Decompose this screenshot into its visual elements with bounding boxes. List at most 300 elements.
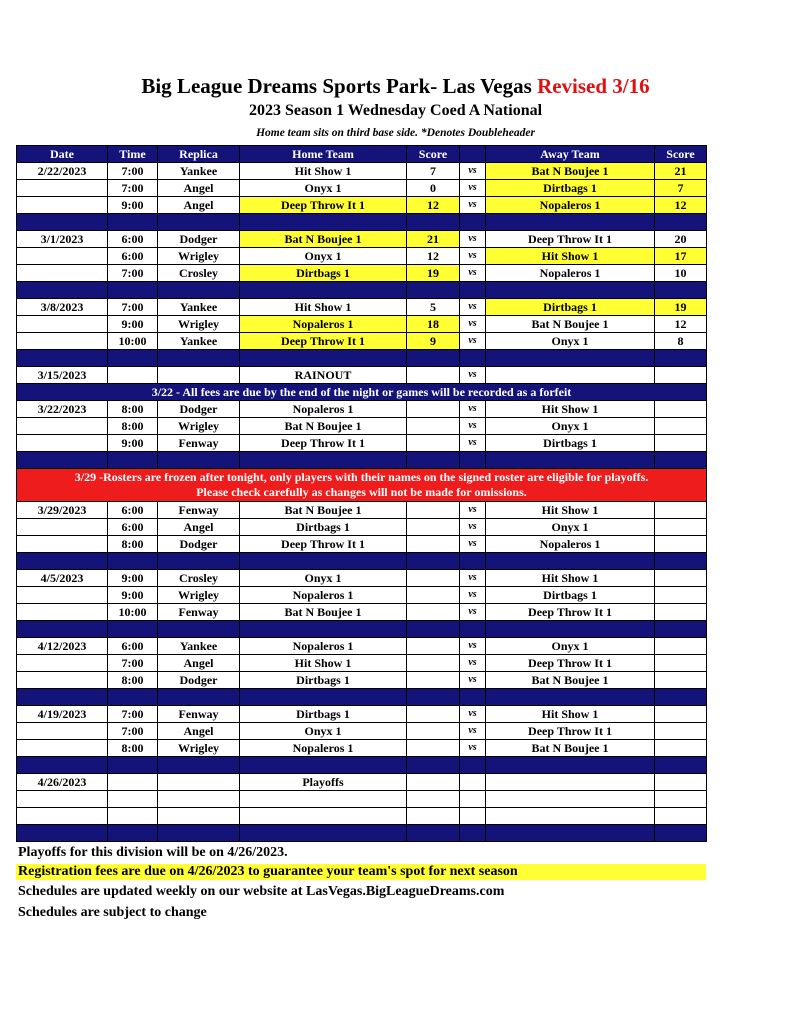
home-team-cell: Deep Throw It 1 [240, 536, 407, 553]
col-away-team: Away Team [486, 146, 655, 163]
separator-cell [486, 350, 655, 367]
page-subtitle: 2023 Season 1 Wednesday Coed A National [248, 102, 543, 119]
separator-cell [486, 452, 655, 469]
date-cell [17, 587, 108, 604]
home-team-cell: Dirtbags 1 [240, 706, 407, 723]
separator-cell [655, 214, 707, 231]
away-team-cell: Dirtbags 1 [486, 435, 655, 452]
away-team-cell: Nopaleros 1 [486, 265, 655, 282]
away-team-cell: Hit Show 1 [486, 706, 655, 723]
date-cell: 3/1/2023 [17, 231, 108, 248]
replica-cell: Angel [158, 197, 240, 214]
away-team-cell [486, 774, 655, 791]
game-row [17, 536, 707, 553]
home-score-cell [407, 740, 460, 757]
away-score-cell [655, 502, 707, 519]
away-team-cell [486, 367, 655, 384]
separator-cell [240, 452, 407, 469]
replica-cell: Angel [158, 723, 240, 740]
away-score-cell: 19 [655, 299, 707, 316]
time-cell: 6:00 [108, 502, 158, 519]
separator-cell [158, 689, 240, 706]
vs-cell [460, 774, 486, 791]
col-home-score: Score [407, 146, 460, 163]
replica-cell: Wrigley [158, 418, 240, 435]
away-score-cell [655, 367, 707, 384]
replica-cell: Fenway [158, 435, 240, 452]
separator-cell [460, 825, 486, 842]
home-team-cell: Hit Show 1 [240, 163, 407, 180]
vs-cell: vs [460, 435, 486, 452]
away-score-cell [655, 536, 707, 553]
game-row [17, 706, 707, 723]
col-vs [460, 146, 486, 163]
away-score-cell [655, 706, 707, 723]
away-score-cell [655, 808, 707, 825]
home-score-cell [407, 536, 460, 553]
time-cell: 6:00 [108, 519, 158, 536]
home-score-cell: 12 [407, 197, 460, 214]
game-row [17, 316, 707, 333]
separator-cell [655, 757, 707, 774]
date-cell [17, 536, 108, 553]
away-score-cell [655, 418, 707, 435]
home-team-cell: Onyx 1 [240, 723, 407, 740]
away-score-cell: 17 [655, 248, 707, 265]
away-team-cell: Bat N Boujee 1 [486, 740, 655, 757]
separator-cell [407, 757, 460, 774]
separator-cell [407, 553, 460, 570]
separator-cell [655, 553, 707, 570]
separator-row [17, 350, 707, 367]
date-cell [17, 265, 108, 282]
game-row [17, 367, 707, 384]
home-team-cell: Nopaleros 1 [240, 401, 407, 418]
separator-cell [407, 825, 460, 842]
home-score-cell [407, 435, 460, 452]
date-cell [17, 655, 108, 672]
home-team-cell: RAINOUT [240, 367, 407, 384]
replica-cell [158, 791, 240, 808]
replica-cell: Yankee [158, 299, 240, 316]
away-score-cell: 20 [655, 231, 707, 248]
home-score-cell: 18 [407, 316, 460, 333]
separator-cell [108, 621, 158, 638]
time-cell: 8:00 [108, 536, 158, 553]
separator-row [17, 282, 707, 299]
vs-cell: vs [460, 180, 486, 197]
away-score-cell [655, 723, 707, 740]
home-score-cell [407, 401, 460, 418]
separator-cell [240, 825, 407, 842]
vs-cell: vs [460, 401, 486, 418]
replica-cell: Yankee [158, 163, 240, 180]
separator-cell [486, 689, 655, 706]
replica-cell: Angel [158, 519, 240, 536]
separator-cell [17, 282, 108, 299]
replica-cell: Wrigley [158, 248, 240, 265]
home-team-cell: Onyx 1 [240, 248, 407, 265]
time-cell: 7:00 [108, 299, 158, 316]
away-team-cell: Dirtbags 1 [486, 180, 655, 197]
home-score-cell: 9 [407, 333, 460, 350]
away-score-cell [655, 672, 707, 689]
title-main: Big League Dreams Sports Park- Las Vegas [141, 74, 532, 98]
away-team-cell: Hit Show 1 [486, 248, 655, 265]
separator-cell [108, 350, 158, 367]
separator-cell [158, 282, 240, 299]
home-score-cell [407, 706, 460, 723]
replica-cell: Crosley [158, 265, 240, 282]
separator-cell [486, 214, 655, 231]
time-cell [108, 808, 158, 825]
game-row [17, 418, 707, 435]
vs-cell: vs [460, 418, 486, 435]
notice-message: 3/22 - All fees are due by the end of the night or games will be recorded as a forfeit [17, 384, 707, 401]
separator-cell [655, 350, 707, 367]
separator-cell [240, 553, 407, 570]
game-row [17, 231, 707, 248]
separator-row [17, 214, 707, 231]
game-row [17, 604, 707, 621]
vs-cell: vs [460, 333, 486, 350]
date-cell [17, 197, 108, 214]
col-away-score: Score [655, 146, 707, 163]
time-cell [108, 367, 158, 384]
away-score-cell: 7 [655, 180, 707, 197]
header-row [17, 146, 707, 163]
separator-cell [108, 757, 158, 774]
game-row [17, 655, 707, 672]
vs-cell [460, 808, 486, 825]
separator-cell [158, 621, 240, 638]
time-cell: 8:00 [108, 418, 158, 435]
footer-playoffs: Playoffs for this division will be on 4/26/2023. [18, 845, 288, 860]
away-team-cell: Dirtbags 1 [486, 587, 655, 604]
away-score-cell [655, 740, 707, 757]
separator-cell [17, 621, 108, 638]
vs-cell: vs [460, 367, 486, 384]
vs-cell: vs [460, 570, 486, 587]
date-cell: 4/5/2023 [17, 570, 108, 587]
home-team-cell: Bat N Boujee 1 [240, 604, 407, 621]
away-team-cell: Deep Throw It 1 [486, 655, 655, 672]
schedule-note: Home team sits on third base side. *Denotes Doubleheader [256, 127, 535, 139]
separator-cell [460, 214, 486, 231]
date-cell [17, 808, 108, 825]
separator-cell [240, 621, 407, 638]
schedule-table [16, 145, 707, 842]
separator-cell [460, 452, 486, 469]
replica-cell: Fenway [158, 604, 240, 621]
replica-cell: Wrigley [158, 316, 240, 333]
away-team-cell: Onyx 1 [486, 333, 655, 350]
separator-cell [17, 825, 108, 842]
separator-cell [17, 214, 108, 231]
vs-cell: vs [460, 655, 486, 672]
date-cell [17, 418, 108, 435]
time-cell: 7:00 [108, 163, 158, 180]
time-cell: 8:00 [108, 740, 158, 757]
away-score-cell [655, 791, 707, 808]
replica-cell: Wrigley [158, 740, 240, 757]
vs-cell: vs [460, 740, 486, 757]
separator-cell [460, 757, 486, 774]
time-cell: 7:00 [108, 706, 158, 723]
away-team-cell: Hit Show 1 [486, 401, 655, 418]
separator-row [17, 757, 707, 774]
separator-cell [460, 350, 486, 367]
schedule-body [17, 163, 707, 842]
time-cell: 7:00 [108, 180, 158, 197]
home-team-cell: Bat N Boujee 1 [240, 418, 407, 435]
separator-cell [407, 452, 460, 469]
page-title [0, 74, 791, 99]
game-row [17, 519, 707, 536]
replica-cell: Yankee [158, 333, 240, 350]
vs-cell: vs [460, 163, 486, 180]
game-row [17, 248, 707, 265]
replica-cell: Wrigley [158, 587, 240, 604]
replica-cell [158, 808, 240, 825]
home-team-cell: Onyx 1 [240, 180, 407, 197]
revised-label: Revised 3/16 [537, 74, 650, 98]
alert-line-2: Please check carefully as changes will not be made for omissions. [196, 485, 527, 499]
away-team-cell: Nopaleros 1 [486, 536, 655, 553]
game-row [17, 672, 707, 689]
separator-cell [17, 553, 108, 570]
separator-cell [108, 825, 158, 842]
home-score-cell: 5 [407, 299, 460, 316]
away-team-cell [486, 791, 655, 808]
vs-cell: vs [460, 248, 486, 265]
home-team-cell: Nopaleros 1 [240, 638, 407, 655]
home-team-cell: Hit Show 1 [240, 655, 407, 672]
game-row [17, 740, 707, 757]
home-team-cell: Playoffs [240, 774, 407, 791]
replica-cell: Dodger [158, 401, 240, 418]
separator-cell [655, 452, 707, 469]
away-team-cell: Deep Throw It 1 [486, 604, 655, 621]
game-row [17, 638, 707, 655]
col-replica: Replica [158, 146, 240, 163]
home-team-cell [240, 808, 407, 825]
time-cell: 10:00 [108, 333, 158, 350]
replica-cell [158, 774, 240, 791]
game-row [17, 163, 707, 180]
separator-row [17, 553, 707, 570]
home-score-cell [407, 418, 460, 435]
notice-row [17, 384, 707, 401]
date-cell [17, 740, 108, 757]
time-cell: 8:00 [108, 401, 158, 418]
home-team-cell: Hit Show 1 [240, 299, 407, 316]
home-score-cell: 12 [407, 248, 460, 265]
alert-message [17, 469, 707, 502]
separator-cell [17, 452, 108, 469]
home-team-cell: Bat N Boujee 1 [240, 231, 407, 248]
home-score-cell [407, 655, 460, 672]
away-score-cell [655, 570, 707, 587]
footer-registration: Registration fees are due on 4/26/2023 to guarantee your team's spot for next season [16, 864, 706, 880]
time-cell: 9:00 [108, 570, 158, 587]
vs-cell: vs [460, 587, 486, 604]
game-row [17, 502, 707, 519]
time-cell: 7:00 [108, 723, 158, 740]
away-team-cell: Deep Throw It 1 [486, 231, 655, 248]
replica-cell: Angel [158, 655, 240, 672]
home-score-cell [407, 587, 460, 604]
date-cell: 3/15/2023 [17, 367, 108, 384]
home-team-cell: Deep Throw It 1 [240, 197, 407, 214]
date-cell: 4/26/2023 [17, 774, 108, 791]
away-score-cell [655, 655, 707, 672]
date-cell [17, 248, 108, 265]
separator-cell [240, 689, 407, 706]
date-cell: 3/8/2023 [17, 299, 108, 316]
home-team-cell: Dirtbags 1 [240, 672, 407, 689]
separator-cell [407, 214, 460, 231]
alert-line-1: 3/29 -Rosters are frozen after tonight, only players with their names on the signed roster are eligible for playoffs. [74, 470, 649, 484]
time-cell: 9:00 [108, 435, 158, 452]
away-team-cell: Dirtbags 1 [486, 299, 655, 316]
replica-cell: Yankee [158, 638, 240, 655]
date-cell [17, 333, 108, 350]
game-row [17, 299, 707, 316]
separator-cell [486, 621, 655, 638]
time-cell: 6:00 [108, 248, 158, 265]
separator-cell [108, 553, 158, 570]
home-score-cell: 21 [407, 231, 460, 248]
time-cell: 7:00 [108, 655, 158, 672]
game-row [17, 587, 707, 604]
alert-row [17, 469, 707, 502]
replica-cell: Angel [158, 180, 240, 197]
vs-cell: vs [460, 299, 486, 316]
home-score-cell [407, 604, 460, 621]
replica-cell: Fenway [158, 502, 240, 519]
separator-cell [17, 689, 108, 706]
game-row [17, 333, 707, 350]
home-score-cell [407, 672, 460, 689]
separator-cell [407, 689, 460, 706]
home-team-cell: Bat N Boujee 1 [240, 502, 407, 519]
away-team-cell: Onyx 1 [486, 418, 655, 435]
separator-cell [108, 689, 158, 706]
home-score-cell: 0 [407, 180, 460, 197]
date-cell: 4/19/2023 [17, 706, 108, 723]
separator-cell [486, 553, 655, 570]
home-score-cell [407, 808, 460, 825]
separator-cell [655, 689, 707, 706]
separator-cell [407, 350, 460, 367]
vs-cell: vs [460, 706, 486, 723]
away-score-cell [655, 638, 707, 655]
away-team-cell: Deep Throw It 1 [486, 723, 655, 740]
date-cell: 3/29/2023 [17, 502, 108, 519]
home-score-cell [407, 570, 460, 587]
game-row [17, 723, 707, 740]
vs-cell [460, 791, 486, 808]
away-score-cell [655, 774, 707, 791]
home-score-cell: 7 [407, 163, 460, 180]
time-cell [108, 791, 158, 808]
separator-cell [460, 282, 486, 299]
separator-cell [407, 621, 460, 638]
home-team-cell [240, 791, 407, 808]
home-score-cell [407, 367, 460, 384]
home-team-cell: Dirtbags 1 [240, 265, 407, 282]
separator-cell [460, 621, 486, 638]
separator-cell [486, 825, 655, 842]
separator-row [17, 825, 707, 842]
home-team-cell: Deep Throw It 1 [240, 435, 407, 452]
vs-cell: vs [460, 536, 486, 553]
col-home-team: Home Team [240, 146, 407, 163]
home-score-cell [407, 519, 460, 536]
date-cell [17, 180, 108, 197]
date-cell [17, 723, 108, 740]
separator-cell [240, 214, 407, 231]
home-team-cell: Nopaleros 1 [240, 316, 407, 333]
game-row [17, 435, 707, 452]
away-team-cell: Nopaleros 1 [486, 197, 655, 214]
away-team-cell [486, 808, 655, 825]
vs-cell: vs [460, 604, 486, 621]
time-cell: 8:00 [108, 672, 158, 689]
separator-cell [655, 825, 707, 842]
separator-cell [486, 282, 655, 299]
replica-cell [158, 367, 240, 384]
date-cell [17, 604, 108, 621]
home-team-cell: Dirtbags 1 [240, 519, 407, 536]
vs-cell: vs [460, 723, 486, 740]
away-score-cell [655, 519, 707, 536]
date-cell: 3/22/2023 [17, 401, 108, 418]
time-cell: 7:00 [108, 265, 158, 282]
replica-cell: Dodger [158, 536, 240, 553]
separator-cell [158, 553, 240, 570]
col-time: Time [108, 146, 158, 163]
away-team-cell: Bat N Boujee 1 [486, 316, 655, 333]
col-date: Date [17, 146, 108, 163]
time-cell [108, 774, 158, 791]
separator-cell [407, 282, 460, 299]
away-score-cell [655, 435, 707, 452]
time-cell: 9:00 [108, 197, 158, 214]
date-cell: 2/22/2023 [17, 163, 108, 180]
date-cell [17, 791, 108, 808]
vs-cell: vs [460, 197, 486, 214]
date-cell [17, 316, 108, 333]
home-team-cell: Deep Throw It 1 [240, 333, 407, 350]
vs-cell: vs [460, 638, 486, 655]
separator-cell [108, 282, 158, 299]
game-row [17, 774, 707, 791]
separator-cell [108, 214, 158, 231]
game-row [17, 401, 707, 418]
separator-cell [460, 689, 486, 706]
separator-row [17, 621, 707, 638]
home-score-cell [407, 774, 460, 791]
separator-cell [158, 825, 240, 842]
away-score-cell [655, 587, 707, 604]
vs-cell: vs [460, 316, 486, 333]
separator-cell [158, 452, 240, 469]
game-row [17, 570, 707, 587]
date-cell [17, 435, 108, 452]
home-score-cell [407, 638, 460, 655]
